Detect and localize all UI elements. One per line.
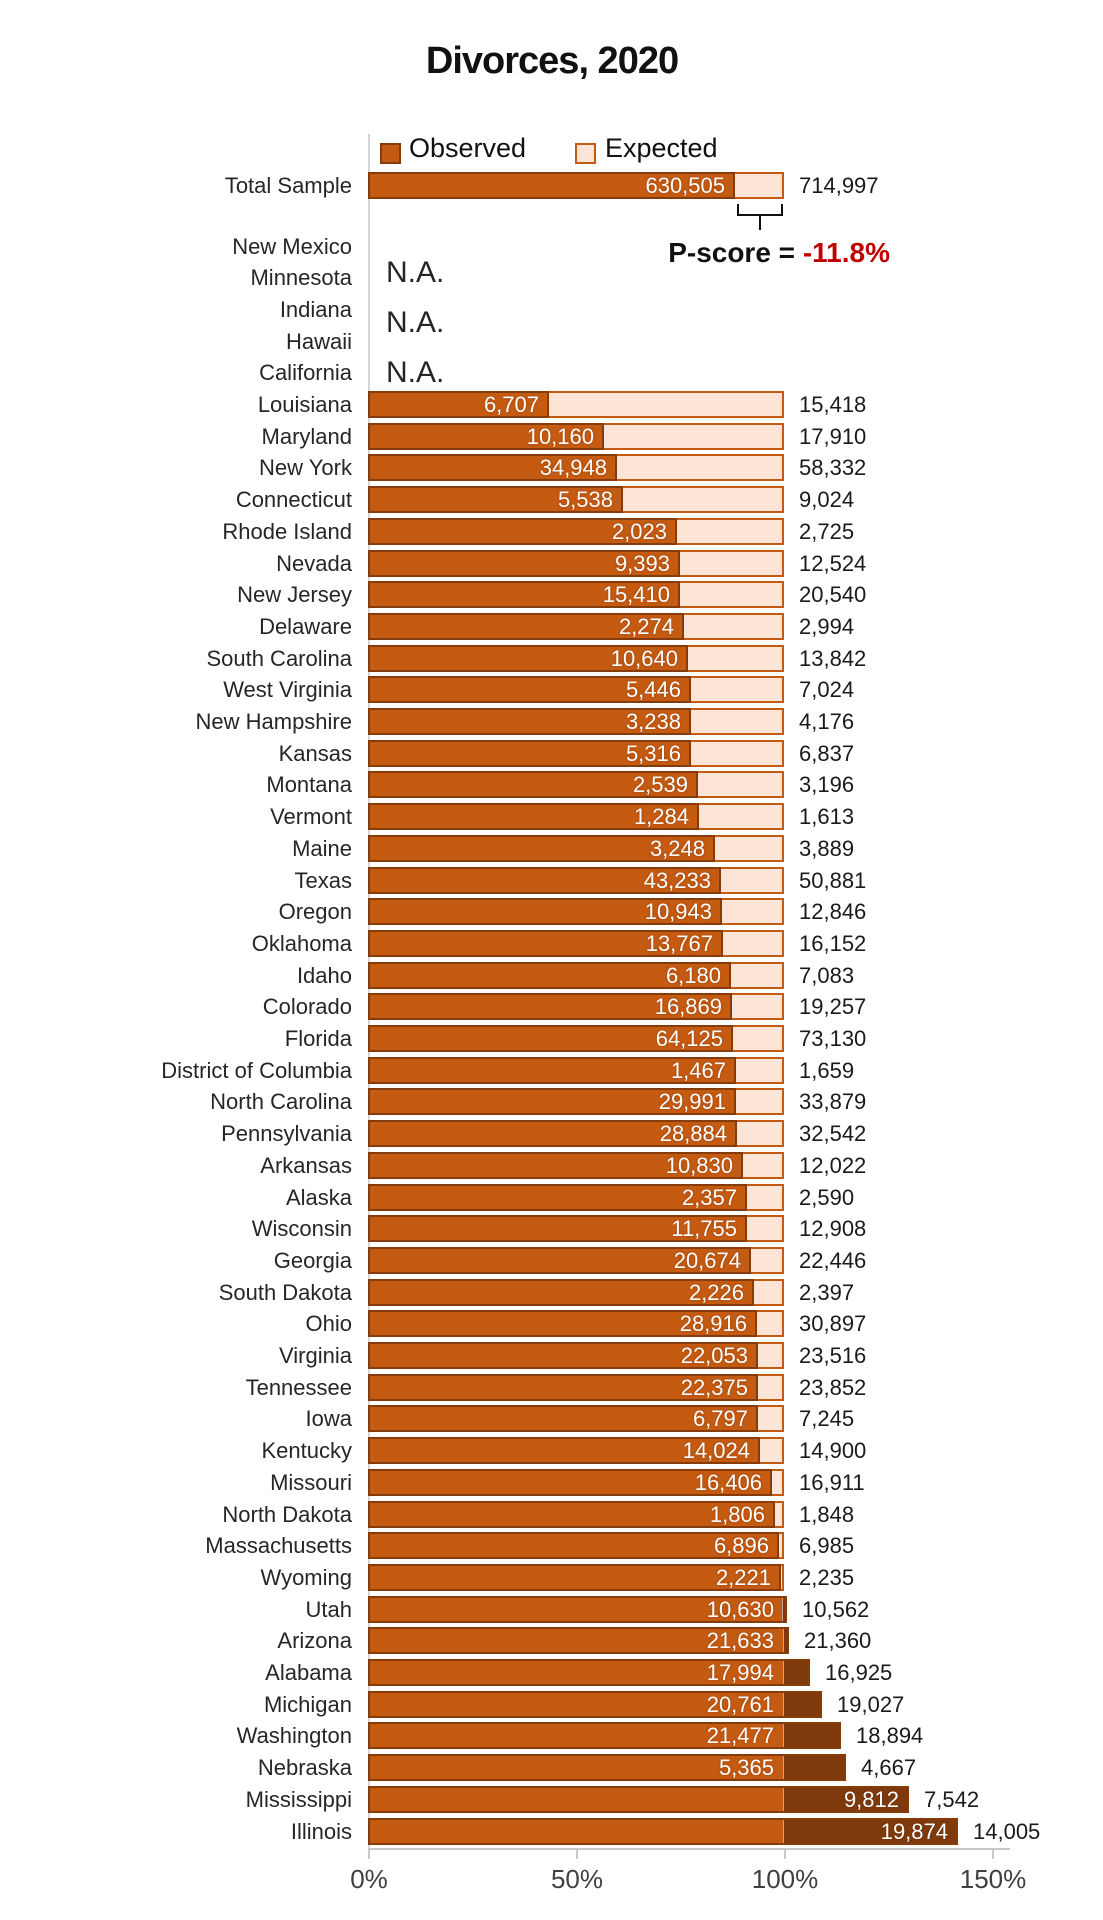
expected-value-label: 714,997 (799, 173, 879, 198)
observed-value-label: 2,274 (618, 614, 674, 639)
state-label: District of Columbia (161, 1058, 352, 1083)
state-label: Florida (284, 1026, 352, 1051)
state-label: Idaho (296, 963, 352, 988)
pscore-value: -11.8% (802, 237, 890, 268)
state-label: Kansas (278, 741, 352, 766)
overflow-segment (783, 1629, 787, 1652)
overflow-segment (782, 1598, 785, 1621)
observed-bar (368, 1818, 958, 1845)
observed-value-label: 10,943 (644, 899, 712, 924)
observed-value-label: 6,180 (665, 963, 721, 988)
observed-value-label: 16,406 (694, 1470, 762, 1495)
expected-value-label: 17,910 (799, 424, 867, 449)
state-label: Arizona (277, 1628, 352, 1653)
state-label: Tennessee (245, 1375, 352, 1400)
state-label: Maine (292, 836, 352, 861)
state-label: New Mexico (232, 234, 352, 259)
expected-value-label: 12,524 (799, 551, 867, 576)
observed-value-label: 14,024 (682, 1438, 750, 1463)
observed-value-label: 2,221 (715, 1565, 771, 1590)
state-label: Connecticut (235, 487, 352, 512)
state-label: Nebraska (257, 1755, 352, 1780)
x-axis-label-100: 100% (751, 1864, 819, 1894)
observed-value-label: 3,238 (625, 709, 681, 734)
observed-value-label: 10,160 (526, 424, 594, 449)
expected-value-label: 2,235 (799, 1565, 855, 1590)
observed-value-label: 20,761 (706, 1692, 774, 1717)
observed-value-label: 2,023 (611, 519, 667, 544)
observed-value-label: 1,284 (633, 804, 689, 829)
observed-value-label: 6,896 (713, 1533, 769, 1558)
observed-value-label: 2,539 (632, 772, 688, 797)
state-label: Hawaii (285, 329, 352, 354)
observed-value-label: 6,797 (692, 1406, 748, 1431)
pscore-annotation (540, 237, 890, 269)
expected-value-label: 1,659 (799, 1058, 855, 1083)
observed-value-label: 64,125 (655, 1026, 723, 1051)
expected-value-label: 3,196 (799, 772, 855, 797)
state-label: New Jersey (237, 582, 352, 607)
expected-value-label: 16,925 (825, 1660, 893, 1685)
x-axis-tick-150 (992, 1850, 994, 1859)
expected-value-label: 4,176 (799, 709, 855, 734)
expected-value-label: 7,245 (799, 1406, 855, 1431)
pscore-bracket (737, 204, 783, 216)
state-label: New Hampshire (195, 709, 352, 734)
state-label: Oregon (278, 899, 352, 924)
observed-value-label: 21,477 (706, 1723, 774, 1748)
expected-value-label: 12,846 (799, 899, 867, 924)
na-label: N.A. (386, 356, 445, 389)
observed-value-label: 1,806 (709, 1502, 765, 1527)
expected-value-label: 16,911 (799, 1470, 865, 1495)
observed-value-label: 15,410 (602, 582, 670, 607)
expected-value-label: 15,418 (799, 392, 867, 417)
state-label: Louisiana (257, 392, 352, 417)
state-label: Illinois (290, 1819, 352, 1844)
pscore-prefix: P-score = (668, 237, 803, 268)
state-label: Iowa (305, 1406, 352, 1431)
expected-value-label: 6,837 (799, 741, 855, 766)
expected-value-label: 2,994 (799, 614, 855, 639)
state-label: North Carolina (210, 1089, 352, 1114)
state-label: Missouri (270, 1470, 352, 1495)
state-label: Virginia (279, 1343, 352, 1368)
observed-value-label: 20,674 (673, 1248, 741, 1273)
expected-value-label: 6,985 (799, 1533, 855, 1558)
state-label: Vermont (270, 804, 352, 829)
state-label: Indiana (279, 297, 352, 322)
observed-value-label: 28,884 (659, 1121, 727, 1146)
observed-value-label: 5,365 (718, 1755, 774, 1780)
state-label: California (259, 360, 352, 385)
expected-value-label: 14,900 (799, 1438, 867, 1463)
x-axis-label-150: 150% (959, 1864, 1027, 1894)
expected-value-label: 14,005 (973, 1819, 1041, 1844)
expected-value-label: 10,562 (802, 1597, 870, 1622)
observed-value-label: 11,755 (671, 1216, 737, 1241)
observed-value-label: 630,505 (645, 173, 725, 198)
expected-value-label: 22,446 (799, 1248, 867, 1273)
state-label: Massachusetts (205, 1533, 352, 1558)
state-label: Georgia (273, 1248, 352, 1273)
state-label: North Dakota (222, 1502, 352, 1527)
observed-value-label: 10,630 (706, 1597, 774, 1622)
state-label: Pennsylvania (221, 1121, 352, 1146)
pscore-bracket-stem (759, 216, 761, 230)
state-label: Nevada (276, 551, 352, 576)
observed-bar (368, 1786, 909, 1813)
expected-value-label: 7,542 (924, 1787, 980, 1812)
observed-value-label: 9,393 (614, 551, 670, 576)
expected-value-label: 4,667 (861, 1755, 917, 1780)
x-axis-tick-0 (368, 1850, 370, 1859)
expected-value-label: 7,083 (799, 963, 855, 988)
overflow-segment (783, 1756, 844, 1779)
state-label: Alabama (265, 1660, 352, 1685)
expected-value-label: 2,590 (799, 1185, 855, 1210)
observed-value-label: 10,830 (665, 1153, 733, 1178)
expected-value-label: 7,024 (799, 677, 855, 702)
observed-value-label: 34,948 (539, 455, 607, 480)
observed-bar (368, 1754, 846, 1781)
state-label: Washington (236, 1723, 352, 1748)
observed-value-label: 6,707 (483, 392, 539, 417)
expected-value-label: 2,397 (799, 1280, 855, 1305)
expected-legend-swatch-icon (575, 143, 596, 164)
expected-value-label: 1,613 (799, 804, 855, 829)
state-label: Kentucky (261, 1438, 352, 1463)
x-axis-label-0: 0% (350, 1864, 388, 1894)
expected-value-label: 32,542 (799, 1121, 867, 1146)
observed-value-label: 2,226 (688, 1280, 744, 1305)
state-label: Utah (305, 1597, 352, 1622)
state-label: South Carolina (206, 646, 352, 671)
expected-value-label: 30,897 (799, 1311, 867, 1336)
state-label: Rhode Island (222, 519, 352, 544)
state-label: South Dakota (218, 1280, 352, 1305)
expected-value-label: 21,360 (804, 1628, 872, 1653)
state-label: Arkansas (260, 1153, 352, 1178)
state-label: New York (259, 455, 352, 480)
legend-observed-label: Observed (409, 133, 527, 163)
state-label: Wisconsin (251, 1216, 352, 1241)
observed-value-label: 21,633 (706, 1628, 774, 1653)
state-label: Colorado (262, 994, 352, 1019)
state-label: Michigan (263, 1692, 352, 1717)
x-axis-tick-100 (784, 1850, 786, 1859)
state-label: Oklahoma (251, 931, 352, 956)
na-label: N.A. (386, 256, 445, 289)
overflow-segment (783, 1724, 839, 1747)
observed-value-label: 9,812 (843, 1787, 899, 1812)
state-label: West Virginia (223, 677, 352, 702)
state-label: Wyoming (260, 1565, 352, 1590)
x-axis-tick-50 (576, 1850, 578, 1859)
observed-value-label: 5,446 (625, 677, 681, 702)
legend-expected-label: Expected (605, 133, 718, 163)
expected-value-label: 12,022 (799, 1153, 867, 1178)
state-label: Minnesota (250, 265, 352, 290)
observed-value-label: 1,467 (670, 1058, 726, 1083)
na-label: N.A. (386, 306, 445, 339)
expected-value-label: 18,894 (856, 1723, 924, 1748)
observed-value-label: 5,538 (557, 487, 613, 512)
state-label: Ohio (305, 1311, 352, 1336)
state-label: Texas (294, 868, 352, 893)
state-label: Total Sample (224, 173, 352, 198)
x-axis-line (368, 1848, 1010, 1850)
observed-legend-swatch-icon (380, 143, 401, 164)
observed-value-label: 2,357 (681, 1185, 737, 1210)
expected-value-label: 19,027 (837, 1692, 905, 1717)
expected-value-label: 23,516 (799, 1343, 867, 1368)
expected-value-label: 9,024 (799, 487, 855, 512)
observed-value-label: 10,640 (610, 646, 678, 671)
x-axis-label-50: 50% (550, 1864, 604, 1894)
overflow-segment (783, 1693, 820, 1716)
observed-value-label: 3,248 (649, 836, 705, 861)
state-label: Delaware (259, 614, 352, 639)
expected-value-label: 3,889 (799, 836, 855, 861)
observed-value-label: 22,375 (680, 1375, 748, 1400)
observed-value-label: 16,869 (654, 994, 722, 1019)
observed-value-label: 13,767 (645, 931, 713, 956)
expected-value-label: 50,881 (799, 868, 867, 893)
state-label: Mississippi (245, 1787, 352, 1812)
state-label: Alaska (285, 1185, 352, 1210)
expected-value-label: 19,257 (799, 994, 867, 1019)
expected-value-label: 2,725 (799, 519, 855, 544)
overflow-segment (783, 1661, 808, 1684)
expected-value-label: 73,130 (799, 1026, 867, 1051)
expected-value-label: 12,908 (799, 1216, 867, 1241)
expected-value-label: 23,852 (799, 1375, 867, 1400)
chart-title: Divorces, 2020 (425, 40, 679, 82)
expected-value-label: 58,332 (799, 455, 867, 480)
expected-value-label: 20,540 (799, 582, 867, 607)
state-label: Maryland (261, 424, 352, 449)
expected-value-label: 16,152 (799, 931, 867, 956)
observed-value-label: 29,991 (658, 1089, 726, 1114)
observed-value-label: 28,916 (679, 1311, 747, 1336)
observed-value-label: 5,316 (625, 741, 681, 766)
observed-value-label: 43,233 (643, 868, 711, 893)
observed-value-label: 17,994 (706, 1660, 774, 1685)
observed-value-label: 19,874 (880, 1819, 948, 1844)
expected-value-label: 1,848 (799, 1502, 855, 1527)
state-label: Montana (266, 772, 352, 797)
expected-value-label: 13,842 (799, 646, 867, 671)
observed-value-label: 22,053 (680, 1343, 748, 1368)
expected-value-label: 33,879 (799, 1089, 867, 1114)
